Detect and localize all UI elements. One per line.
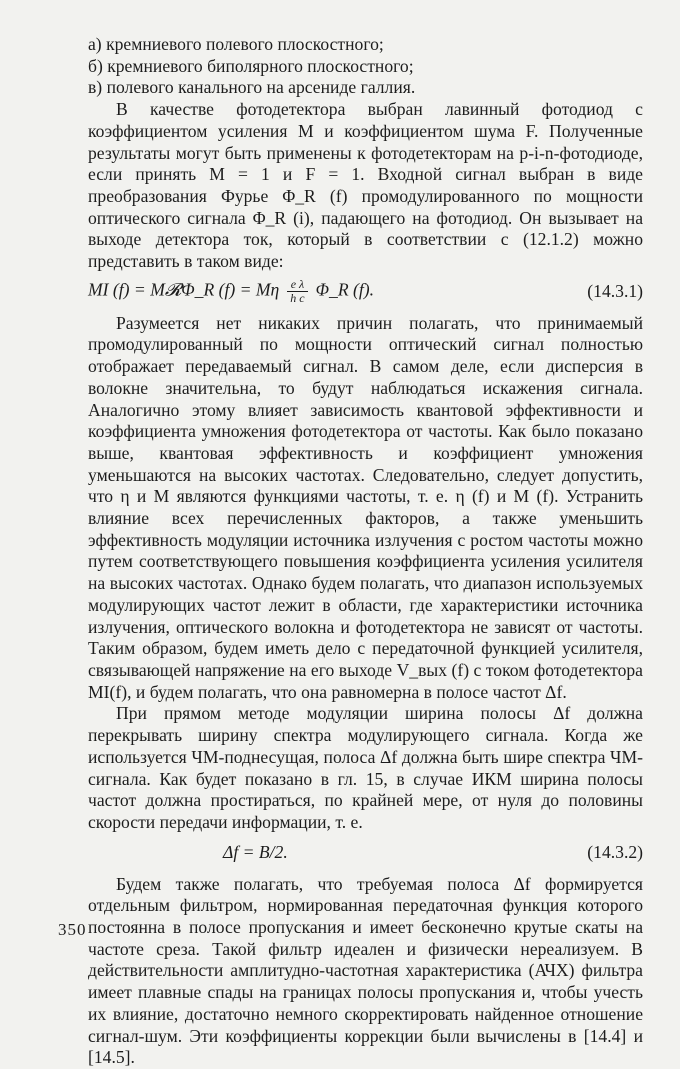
list-item: а) кремниевого полевого плоскостного;: [88, 34, 384, 54]
equation-number: (14.3.2): [587, 841, 643, 862]
paragraph-distortion: Разумеется нет никаких причин полагать, что принимаемый промодулированный по мощности оптический сигнал полностью отображает передаваемый сигнал. В самом деле, если дисперсия в волокне значительна, то будут наблюдаться искажения сигнала. Аналогично этому влияет зависимость квантовой эффективности и коэффициента умножения фотодетектора от частоты. Как было показано выше, квантовая эффективность и коэффициент умножения уменьшаются на высоких частотах. Следовательно, следует допустить, что η и M являются функциями частоты, т. е. η (f) и M (f). Устранить влияние всех перечисленных факторов, а также уменьшить эффективность модуляции источника излучения с ростом частоты можно путем соответствующего повышения коэффициента усиления усилителя на высоких частотах. Однако будем полагать, что диапазон используемых модулирующих частот лежит в области, где характеристики источника излучения, оптического волокна и фотодетектора не зависят от частоты. Таким образом, будем иметь дело с передаточной функцией усилителя, связывающей напряжение на его выходе V_вых (f) с током фотодетектора MI(f), и будем полагать, что она равномерна в полосе частот Δf.: [88, 312, 643, 702]
equation-number: (14.3.1): [587, 280, 643, 301]
equation-body: Δf = B/2.: [223, 841, 288, 862]
fraction-denominator: h c: [290, 291, 305, 306]
equation-14-3-2: [88, 838, 643, 868]
equation-right: Φ_R (f).: [315, 279, 374, 300]
fraction-numerator: e λ: [287, 278, 309, 292]
body-text: [88, 34, 643, 1069]
list-item: в) полевого канального на арсениде галлия.: [88, 77, 416, 98]
equation-body: [88, 278, 374, 305]
paragraph-filter: Будем также полагать, что требуемая полоса Δf формируется отдельным фильтром, нормированная передаточная функция которого постоянна в полосе пропускания и имеет бесконечно крутые скаты на частоте среза. Такой фильтр идеален и физически нереализуем. В действительности амплитудно-частотная характеристика (АЧХ) фильтра имеет плавные спады на границах полосы пропускания и, чтобы учесть их влияние, достаточно немного скорректировать найденное отношение сигнал-шум. Эти коэффициенты коррекции были вычислены в [14.4] и [14.5].: [88, 873, 643, 1068]
paragraph-bandwidth: При прямом методе модуляции ширина полосы Δf должна перекрывать ширину спектра модулирующего сигнала. Когда же используется ЧМ-поднесущая, полоса Δf должна быть шире спектра ЧМ-сигнала. Как будет показано в гл. 15, в случае ИКМ ширина полосы частот должна простираться, по крайней мере, от нуля до половины скорости передачи информации, т. е.: [88, 703, 643, 832]
equation-fraction: [287, 278, 309, 305]
list-item: б) кремниевого биполярного плоскостного;: [88, 55, 414, 76]
page-number: 350: [58, 920, 87, 939]
equation-left: MI (f) = M𝓡Φ_R (f) = Mη: [88, 279, 280, 300]
paragraph-photodetector: В качестве фотодетектора выбран лавинный фотодиод с коэффициентом усиления M и коэффициентом шума F. Полученные результаты могут быть применены к фотодетекторам на p-i-n-фотодиоде, если принять M = 1 и F = 1. Входной сигнал выбран в виде преобразования Фурье Φ_R (f) промодулированного по мощности оптического сигнала Φ_R (i), падающего на фотодиод. Он вызывает на выходе детектора ток, который в соответствии с (12.1.2) можно представить в таком виде:: [88, 99, 643, 272]
equation-14-3-1: [88, 277, 643, 307]
